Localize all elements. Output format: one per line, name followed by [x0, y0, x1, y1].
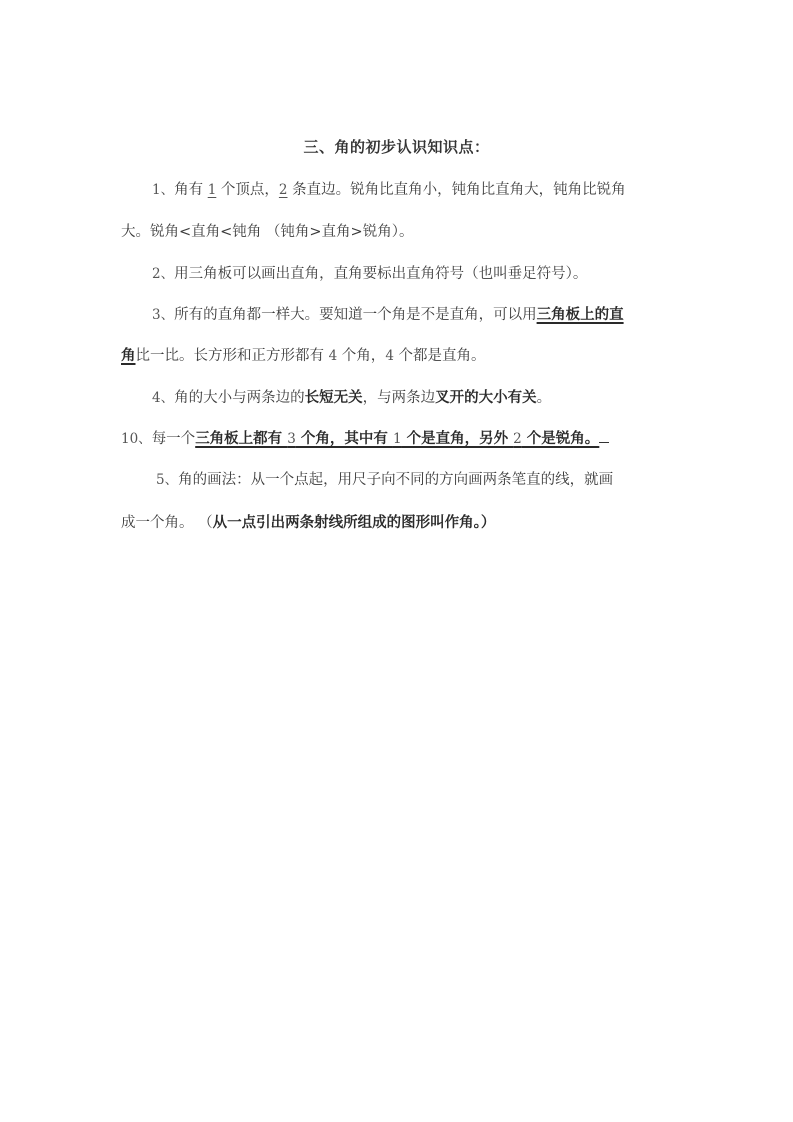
item-number: 10、: [121, 431, 152, 447]
emphasis-text: 三角板上的直: [536, 307, 624, 323]
number: 4: [328, 348, 338, 364]
document-title: 三、角的初步认识知识点：: [303, 138, 490, 156]
text-segment: 个角，: [337, 348, 386, 364]
item-2-line-1: [152, 264, 587, 284]
item-number: 1、: [152, 182, 175, 198]
text-segment: 个角，其中有: [295, 431, 393, 447]
underline-extension: [599, 428, 609, 443]
item-5-line-2: [121, 513, 495, 533]
text-segment: 用三角板可以画出直角，直角要标出直角符号（也叫垂足符号）。: [174, 266, 588, 282]
text-segment: 比一比。长方形和正方形都有: [135, 348, 329, 364]
item-number: 5、: [156, 472, 179, 488]
item-1-line-2: 大。锐角<直角<钝角 （钝角>直角>锐角）。: [121, 224, 414, 240]
text-segment: 个是锐角。: [521, 431, 600, 447]
emphasis-text: 长短无关: [304, 390, 363, 406]
number: 4: [385, 348, 394, 364]
text-segment: 角的大小与两条边的: [174, 390, 305, 406]
text-segment: 条直边。锐角比直角小，钝角比直角大，钝角比锐角: [287, 182, 626, 198]
item-number: 4、: [152, 390, 175, 406]
number: 1: [392, 431, 402, 447]
number: 2: [513, 431, 522, 447]
text-segment: 所有的直角都一样大。要知道一个角是不是直角，可以用: [174, 307, 537, 323]
text-segment: 个顶点，: [216, 182, 279, 198]
text-segment: 每一个: [151, 431, 196, 447]
text-segment: 个都是直角。: [393, 348, 486, 364]
text-segment: 个是直角，另外: [401, 431, 514, 447]
item-4-line-1: [152, 388, 551, 408]
item-10-line-1: [121, 428, 609, 449]
item-number: 2、: [152, 266, 175, 282]
item-number: 3、: [152, 307, 175, 323]
item-5-line-1: [156, 470, 613, 490]
item-3-line-2: [121, 346, 486, 366]
underlined-number: 2: [278, 182, 288, 198]
text-segment: 成一个角。 （: [121, 515, 213, 531]
number: 3: [287, 431, 296, 447]
emphasis-text: [195, 431, 599, 447]
underlined-number: 1: [207, 182, 217, 198]
item-1-line-1: [152, 180, 626, 200]
text-segment: 角的画法：从一个点起，用尺子向不同的方向画两条笔直的线，就画: [178, 472, 614, 488]
emphasis-text: 从一点引出两条射线所组成的图形叫作角。）: [212, 515, 496, 531]
text-segment: ，与两条边: [362, 390, 436, 406]
emphasis-text: 角: [121, 348, 136, 364]
text-segment: 角有: [174, 182, 208, 198]
text-segment: 。: [536, 390, 552, 406]
emphasis-text: 叉开的大小有关: [435, 390, 537, 406]
text-segment: 三角板上都有: [195, 431, 288, 447]
item-3-line-1: [152, 305, 624, 325]
